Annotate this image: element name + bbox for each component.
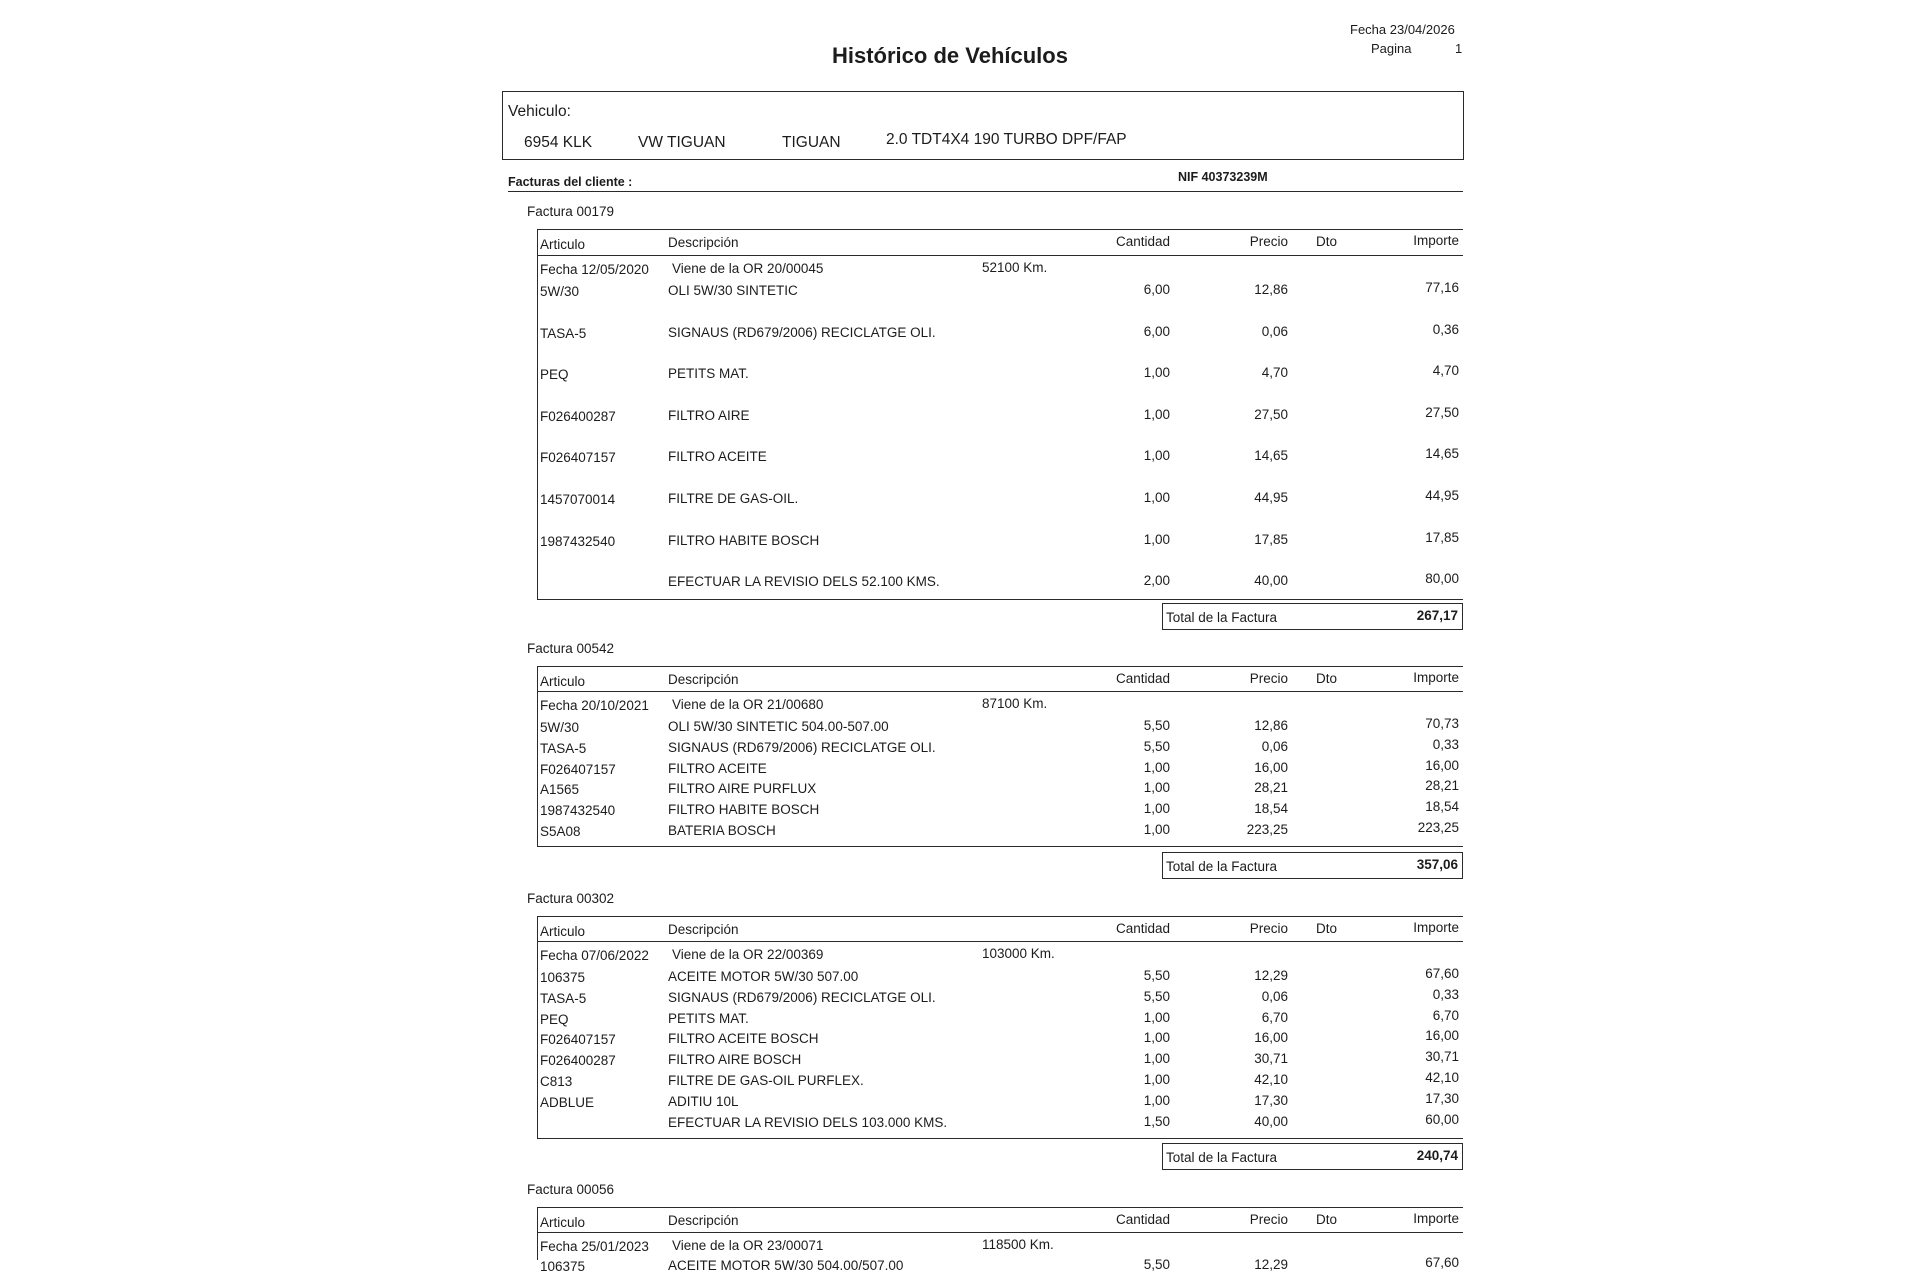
column-header-dto: Dto <box>1316 234 1338 249</box>
item-amount: 80,00 <box>1425 571 1459 587</box>
invoice-date: Fecha 25/01/2023 <box>540 1239 649 1254</box>
invoice-table-left-border <box>537 916 538 1138</box>
item-description: EFECTUAR LA REVISIO DELS 52.100 KMS. <box>668 574 940 590</box>
item-article-code: A1565 <box>540 782 580 798</box>
item-amount: 0,36 <box>1432 321 1459 337</box>
item-description: FILTRO AIRE BOSCH <box>668 1052 802 1068</box>
item-price: 12,29 <box>1254 1257 1288 1272</box>
item-description: FILTRO ACEITE <box>668 449 767 465</box>
item-description: BATERIA BOSCH <box>668 823 776 838</box>
column-header-precio: Precio <box>1249 234 1288 249</box>
item-article-code: TASA-5 <box>540 740 587 756</box>
vehicle-label: Vehiculo: <box>508 103 571 120</box>
item-quantity: 1,00 <box>1143 490 1170 505</box>
item-description: SIGNAUS (RD679/2006) RECICLATGE OLI. <box>668 324 936 340</box>
item-price: 40,00 <box>1254 573 1288 589</box>
item-description: FILTRO HABITE BOSCH <box>668 802 820 818</box>
invoice-title: Factura 00179 <box>527 204 615 219</box>
invoice-date: Fecha 12/05/2020 <box>540 262 649 277</box>
invoice-origin-order: Viene de la OR 23/00071 <box>672 1238 824 1253</box>
client-label: Facturas del cliente : <box>508 175 633 189</box>
item-price: 12,86 <box>1254 282 1288 297</box>
column-header-importe: Importe <box>1413 233 1459 248</box>
invoice-title: Factura 00056 <box>527 1182 615 1197</box>
item-quantity: 1,00 <box>1143 1092 1170 1108</box>
invoice-table-left-border <box>537 229 538 599</box>
item-price: 4,70 <box>1261 365 1288 381</box>
item-price: 42,10 <box>1254 1072 1288 1087</box>
column-header-dto: Dto <box>1316 671 1338 686</box>
invoice-date: Fecha 07/06/2022 <box>540 948 649 963</box>
item-amount: 17,30 <box>1425 1090 1459 1106</box>
invoice-table-top-border <box>537 916 1463 917</box>
invoice-table-left-border <box>537 1207 538 1260</box>
item-quantity: 2,00 <box>1143 573 1170 589</box>
item-description: PETITS MAT. <box>668 1010 749 1026</box>
item-article-code: C813 <box>540 1074 573 1089</box>
item-article-code: TASA-5 <box>540 325 587 341</box>
item-article-code: 1987432540 <box>540 803 616 819</box>
item-article-code: F026407157 <box>540 761 616 777</box>
print-date: Fecha 23/04/2026 <box>1350 22 1455 37</box>
invoice-table-top-border <box>537 666 1463 667</box>
column-header-descripcion: Descripción <box>668 922 739 937</box>
item-amount: 17,85 <box>1425 529 1459 545</box>
item-quantity: 1,00 <box>1143 406 1170 422</box>
item-quantity: 1,00 <box>1143 1009 1170 1025</box>
column-header-importe: Importe <box>1413 670 1459 685</box>
vehicle-plate: 6954 KLK <box>524 134 593 151</box>
item-quantity: 1,00 <box>1143 780 1170 796</box>
item-description: FILTRO AIRE PURFLUX <box>668 781 817 797</box>
item-amount: 6,70 <box>1432 1007 1459 1023</box>
item-amount: 0,33 <box>1432 736 1459 752</box>
item-quantity: 1,00 <box>1143 822 1170 837</box>
item-article-code: PEQ <box>540 367 569 383</box>
invoice-origin-order: Viene de la OR 21/00680 <box>672 697 824 712</box>
item-article-code: 5W/30 <box>540 284 580 299</box>
invoice-total-label: Total de la Factura <box>1166 1150 1278 1165</box>
item-amount: 44,95 <box>1425 488 1459 503</box>
invoice-table-bottom-border <box>537 846 1463 847</box>
page-number: 1 <box>1455 41 1463 56</box>
client-divider <box>508 191 1463 192</box>
item-amount: 4,70 <box>1432 363 1459 379</box>
item-quantity: 1,00 <box>1143 365 1170 381</box>
item-quantity: 5,50 <box>1143 738 1170 754</box>
item-description: ADITIU 10L <box>668 1093 739 1109</box>
item-amount: 67,60 <box>1425 1255 1459 1270</box>
item-description: FILTRO ACEITE <box>668 760 767 776</box>
item-article-code: S5A08 <box>540 824 581 839</box>
column-header-articulo: Articulo <box>540 674 586 689</box>
item-amount: 60,00 <box>1425 1111 1459 1127</box>
item-article-code: 5W/30 <box>540 720 580 735</box>
invoice-title: Factura 00542 <box>527 641 615 656</box>
item-description: FILTRO ACEITE BOSCH <box>668 1031 819 1047</box>
invoice-table-bottom-border <box>537 599 1463 600</box>
item-article-code: 1457070014 <box>540 492 616 507</box>
item-price: 27,50 <box>1254 406 1288 422</box>
invoice-mileage: 52100 Km. <box>982 260 1048 275</box>
column-header-precio: Precio <box>1249 1212 1288 1227</box>
item-description: EFECTUAR LA REVISIO DELS 103.000 KMS. <box>668 1114 948 1130</box>
vehicle-model: TIGUAN <box>782 134 841 151</box>
item-description: OLI 5W/30 SINTETIC 504.00-507.00 <box>668 719 889 734</box>
column-header-articulo: Articulo <box>540 924 586 939</box>
item-amount: 42,10 <box>1425 1070 1459 1085</box>
item-price: 28,21 <box>1254 780 1288 796</box>
item-price: 12,86 <box>1254 718 1288 733</box>
item-quantity: 1,00 <box>1143 759 1170 775</box>
item-amount: 28,21 <box>1425 778 1459 794</box>
invoice-origin-order: Viene de la OR 22/00369 <box>672 947 824 962</box>
item-quantity: 1,50 <box>1143 1113 1170 1129</box>
page-title: Histórico de Vehículos <box>832 43 1068 68</box>
invoice-table-bottom-border <box>537 1138 1463 1139</box>
item-quantity: 1,00 <box>1143 1030 1170 1046</box>
item-quantity: 5,50 <box>1143 968 1170 983</box>
invoice-table-header-divider <box>537 255 1463 256</box>
column-header-cantidad: Cantidad <box>1115 671 1170 686</box>
item-quantity: 1,00 <box>1143 1072 1170 1087</box>
item-article-code: 1987432540 <box>540 533 616 549</box>
invoice-table-header-divider <box>537 941 1463 942</box>
column-header-dto: Dto <box>1316 921 1338 936</box>
item-quantity: 1,00 <box>1143 531 1170 547</box>
item-article-code: PEQ <box>540 1011 569 1027</box>
item-price: 223,25 <box>1246 822 1288 837</box>
column-header-descripcion: Descripción <box>668 672 739 687</box>
item-price: 16,00 <box>1254 759 1288 775</box>
item-description: ACEITE MOTOR 5W/30 504.00/507.00 <box>668 1258 904 1273</box>
item-amount: 30,71 <box>1425 1049 1459 1065</box>
item-amount: 67,60 <box>1425 966 1459 981</box>
item-article-code: 106375 <box>540 970 586 985</box>
invoice-table-top-border <box>537 229 1463 230</box>
invoice-total-amount: 267,17 <box>1416 608 1458 623</box>
item-amount: 18,54 <box>1425 799 1459 815</box>
invoice-origin-order: Viene de la OR 20/00045 <box>672 261 824 276</box>
item-amount: 27,50 <box>1425 404 1459 420</box>
item-quantity: 1,00 <box>1143 448 1170 464</box>
item-description: ACEITE MOTOR 5W/30 507.00 <box>668 969 859 984</box>
item-description: FILTRE DE GAS-OIL. <box>668 491 799 506</box>
item-description: OLI 5W/30 SINTETIC <box>668 283 798 298</box>
invoice-table-header-divider <box>537 1232 1463 1233</box>
item-price: 6,70 <box>1261 1009 1288 1025</box>
column-header-descripcion: Descripción <box>668 1213 739 1228</box>
item-article-code: F026407157 <box>540 450 616 466</box>
column-header-articulo: Articulo <box>540 237 586 252</box>
item-price: 0,06 <box>1261 323 1288 339</box>
item-price: 40,00 <box>1254 1113 1288 1129</box>
item-price: 0,06 <box>1261 988 1288 1004</box>
page-label: Pagina <box>1371 41 1412 56</box>
item-description: SIGNAUS (RD679/2006) RECICLATGE OLI. <box>668 739 936 755</box>
item-amount: 16,00 <box>1425 757 1459 773</box>
item-price: 44,95 <box>1254 490 1288 505</box>
item-quantity: 1,00 <box>1143 801 1170 817</box>
item-quantity: 6,00 <box>1143 323 1170 339</box>
column-header-cantidad: Cantidad <box>1115 234 1170 249</box>
item-quantity: 1,00 <box>1143 1051 1170 1067</box>
item-price: 17,30 <box>1254 1092 1288 1108</box>
item-price: 14,65 <box>1254 448 1288 464</box>
item-amount: 70,73 <box>1425 716 1459 731</box>
item-price: 18,54 <box>1254 801 1288 817</box>
item-description: FILTRO HABITE BOSCH <box>668 532 820 548</box>
column-header-cantidad: Cantidad <box>1115 921 1170 936</box>
column-header-importe: Importe <box>1413 920 1459 935</box>
item-article-code: TASA-5 <box>540 990 587 1006</box>
column-header-importe: Importe <box>1413 1211 1459 1226</box>
invoice-table-header-divider <box>537 691 1463 692</box>
item-price: 12,29 <box>1254 968 1288 983</box>
item-description: PETITS MAT. <box>668 366 749 382</box>
item-amount: 14,65 <box>1425 446 1459 462</box>
item-quantity: 5,50 <box>1143 988 1170 1004</box>
item-price: 0,06 <box>1261 738 1288 754</box>
invoice-mileage: 87100 Km. <box>982 696 1048 711</box>
item-price: 16,00 <box>1254 1030 1288 1046</box>
item-description: SIGNAUS (RD679/2006) RECICLATGE OLI. <box>668 989 936 1005</box>
invoice-total-amount: 357,06 <box>1416 857 1458 872</box>
item-quantity: 5,50 <box>1143 718 1170 733</box>
item-price: 17,85 <box>1254 531 1288 547</box>
invoice-total-label: Total de la Factura <box>1166 610 1278 625</box>
invoice-total-amount: 240,74 <box>1416 1148 1458 1163</box>
column-header-cantidad: Cantidad <box>1115 1212 1170 1227</box>
invoice-mileage: 118500 Km. <box>982 1237 1054 1252</box>
item-article-code: F026400287 <box>540 1053 616 1069</box>
column-header-precio: Precio <box>1249 921 1288 936</box>
item-description: FILTRO AIRE <box>668 407 750 423</box>
column-header-dto: Dto <box>1316 1212 1338 1227</box>
item-quantity: 5,50 <box>1143 1257 1170 1272</box>
item-amount: 16,00 <box>1425 1028 1459 1044</box>
vehicle-brand: VW TIGUAN <box>638 134 726 151</box>
invoice-table-top-border <box>537 1207 1463 1208</box>
item-amount: 0,33 <box>1432 986 1459 1002</box>
column-header-precio: Precio <box>1249 671 1288 686</box>
invoice-table-left-border <box>537 666 538 846</box>
item-article-code: F026407157 <box>540 1032 616 1048</box>
item-article-code: ADBLUE <box>540 1094 595 1110</box>
invoice-date: Fecha 20/10/2021 <box>540 698 649 713</box>
invoice-total-label: Total de la Factura <box>1166 859 1278 874</box>
item-description: FILTRE DE GAS-OIL PURFLEX. <box>668 1073 864 1088</box>
invoice-mileage: 103000 Km. <box>982 946 1055 961</box>
item-amount: 223,25 <box>1417 820 1459 835</box>
item-quantity: 6,00 <box>1143 282 1170 297</box>
column-header-articulo: Articulo <box>540 1215 586 1230</box>
item-price: 30,71 <box>1254 1051 1288 1067</box>
item-article-code: F026400287 <box>540 408 616 424</box>
client-nif: NIF 40373239M <box>1178 170 1268 184</box>
column-header-descripcion: Descripción <box>668 235 739 250</box>
item-amount: 77,16 <box>1425 280 1459 295</box>
item-article-code: 106375 <box>540 1259 586 1274</box>
vehicle-version: 2.0 TDT4X4 190 TURBO DPF/FAP <box>886 131 1127 148</box>
invoice-title: Factura 00302 <box>527 891 615 906</box>
